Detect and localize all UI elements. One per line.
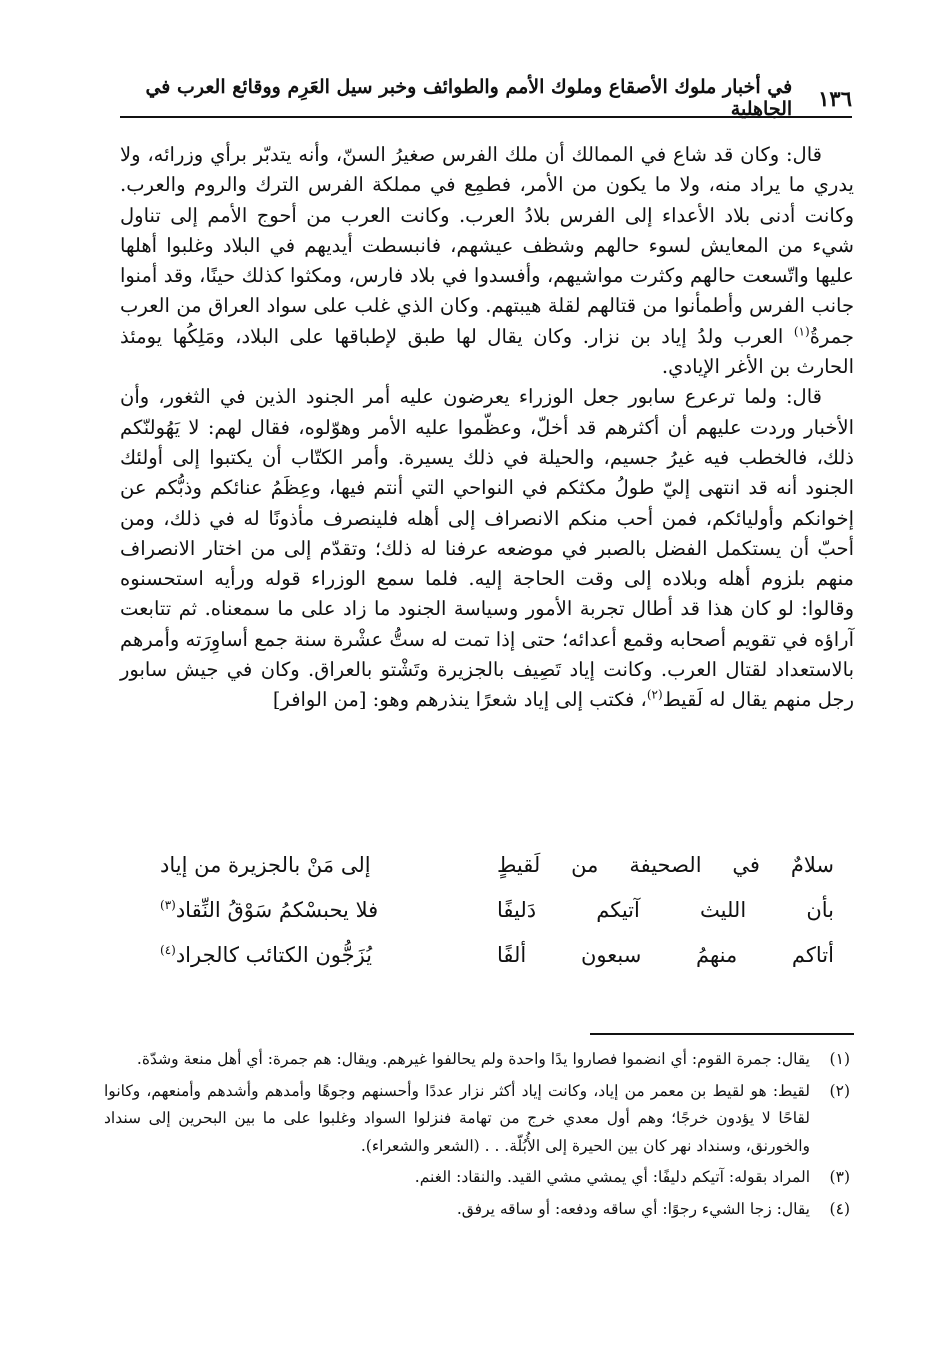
- poem-line: [120, 842, 854, 887]
- footnote-text: يقال: زجا الشيء رجوًا: أي ساقه ودفعه: أو ساقه يرفق.: [456, 1199, 810, 1218]
- running-title: في أخبار ملوك الأصقاع وملوك الأمم والطوائف وخبر سيل العَرِم ووقائع العرب في الجاهلية: [145, 76, 793, 120]
- paragraph: [120, 140, 854, 382]
- footnote-separator: [590, 1033, 854, 1035]
- poem: [120, 842, 854, 977]
- poem-first-hemistich: أتاكم منهمُ سبعون ألفًا: [497, 942, 834, 967]
- footnote-number: (٣): [829, 1168, 850, 1186]
- poem-second-text: يُزَجُّون الكتائب كالجراد: [175, 942, 373, 967]
- page-header: [120, 76, 852, 120]
- footnote-text: يقال: جمرة القوم: أي انضموا فصاروا يدًا واحدة ولم يحالفوا غيرهم. ويقال: هم جمرة: أي أهل منعة وشدّة.: [136, 1050, 810, 1068]
- footnote-text: المراد بقوله: آتيكم دليفًا: أي يمشي مشي القيد. والنقاد: الغنم.: [414, 1168, 810, 1186]
- footnote-text: لقيط: هو لقيط بن معمر من إياد، وكانت إياد أكثر نزار عددًا وأحسنهم وجوهًا وأمدهم وأشدهم وأمنعهم، وكانوا لقاحًا لا يؤدون خرجًا؛ وهم أول معدي خرج من تهامة فنزلوا السواد وغلبوا على ما بين البحرين إلى سنداد والخورنق، وسنداد نهر كان بين الحيرة إلى الأُبُلّة. . . (الشعر والشعراء).: [104, 1081, 810, 1155]
- paragraph-text: ، فكتب إلى إياد شعرًا ينذرهم وهو: [من الوافر]: [272, 688, 647, 712]
- footnote-ref[interactable]: (٤): [160, 942, 176, 957]
- paragraph-text: قال: ولما ترعرع سابور جعل الوزراء يعرضون عليه أمر الجنود الذين في الثغور، وأن الأخبار وردت عليهم أن أكثرهم قد أخلّ، وعظّموا عليه الأمر وهوّلوه، فقال لهم: لا يَهُولنّكم ذلك، فالخطب فيه غيرُ جسيم، والحيلة في ذلك يسيرة. وأمر الكتّاب أن يكتبوا إلى أولئك الجنود أنه قد انتهى إليّ طولُ مكثكم في النواحي التي أنتم فيها، وعِظَمُ عنائكم وذبُّكم عن إخوانكم وأوليائكم، فمن أحب منكم الانصراف إلى أهله فلينصرف مأذونًا له في ذلك، ومن أحبّ أن يستكمل الفضل بالصبر في موضعه عرفنا له ذلك؛ وتقدّم إلى من اختار الانصراف منهم بلزوم أهله وبلاده إلى وقت الحاجة إليه. فلما سمع الوزراء قوله ورأيه استحسنوه وقالوا: لو كان هذا قد أطال تجربة الأمور وسياسة الجنود ما زاد على ما سمعناه. ثم تتابعت آراؤه في تقويم أصحابه وقمع أعدائه؛ حتى إذا تمت له ستُّ عشْرة سنة جمع أساوِرَته وأمرهم بالاستعداد لقتال العرب. وكانت إياد تَصِيف بالجزيرة وتَشْتو بالعراق. وكان في جيش سابور رجل منهم يقال له لَقيط: [120, 385, 854, 712]
- poem-second-text: فلا يحبسْكمُ سَوْقُ النِّقاد: [175, 897, 379, 922]
- paragraph-text: العرب ولدُ إياد بن نزار. وكان يقال لها طبق لإطباقها على البلاد، ومَلِكُها يومئذ الحارث بن الأغر الإيادي.: [120, 324, 854, 379]
- footnote-number: (٤): [829, 1199, 850, 1218]
- poem-first-hemistich: بأن الليث آتيكم دَليفًا: [497, 897, 834, 922]
- footnote-number: (١): [829, 1050, 850, 1068]
- footnote: [104, 1078, 850, 1161]
- paragraph: [120, 382, 854, 715]
- footnote-ref[interactable]: (٢): [646, 687, 663, 702]
- page-number: ١٣٦: [818, 85, 852, 111]
- footnote: [104, 1164, 850, 1192]
- poem-line: [120, 887, 854, 932]
- poem-line: [120, 932, 854, 977]
- footnotes: [104, 1046, 850, 1227]
- footnote-ref[interactable]: (٣): [160, 897, 176, 912]
- poem-second-hemistich: [120, 853, 497, 877]
- poem-second-hemistich: [120, 898, 497, 922]
- footnote: [104, 1046, 850, 1074]
- footnote-number: (٢): [829, 1081, 850, 1100]
- poem-second-hemistich: [120, 943, 497, 967]
- poem-second-text: إلى مَنْ بالجزيرة من إياد: [160, 852, 371, 877]
- footnote-ref[interactable]: (١): [793, 324, 810, 339]
- footnote: [104, 1196, 850, 1224]
- poem-first-hemistich: سلامٌ في الصحيفة من لَقيطٍ: [497, 852, 834, 877]
- main-text: [120, 140, 854, 716]
- paragraph-text: قال: وكان قد شاع في الممالك أن ملك الفرس صغيرُ السنّ، وأنه يتدبّر برأي وزرائه، ولا يدري ما يراد منه، ولا ما يكون من الأمر، فطمِع في مملكة الفرس الترك والروم والعرب. وكانت أدنى بلاد الأعداء إلى الفرس بلادُ العرب. وكانت العرب من أحوج الأمم إلى تناول شيء من المعايش لسوء حالهم وشظف عيشهم، فانبسطت أيديهم في البلاد وغلبوا أهلها عليها واتّسعت حالهم وكثرت مواشيهم، وأفسدوا في بلاد فارس، ومكثوا كذلك حينًا، وقد أمنوا جانب الفرس وأطمأنوا من قتالهم لقلة هيبتهم. وكان الذي غلب على سواد العراق من العرب جمرةُ: [120, 143, 854, 348]
